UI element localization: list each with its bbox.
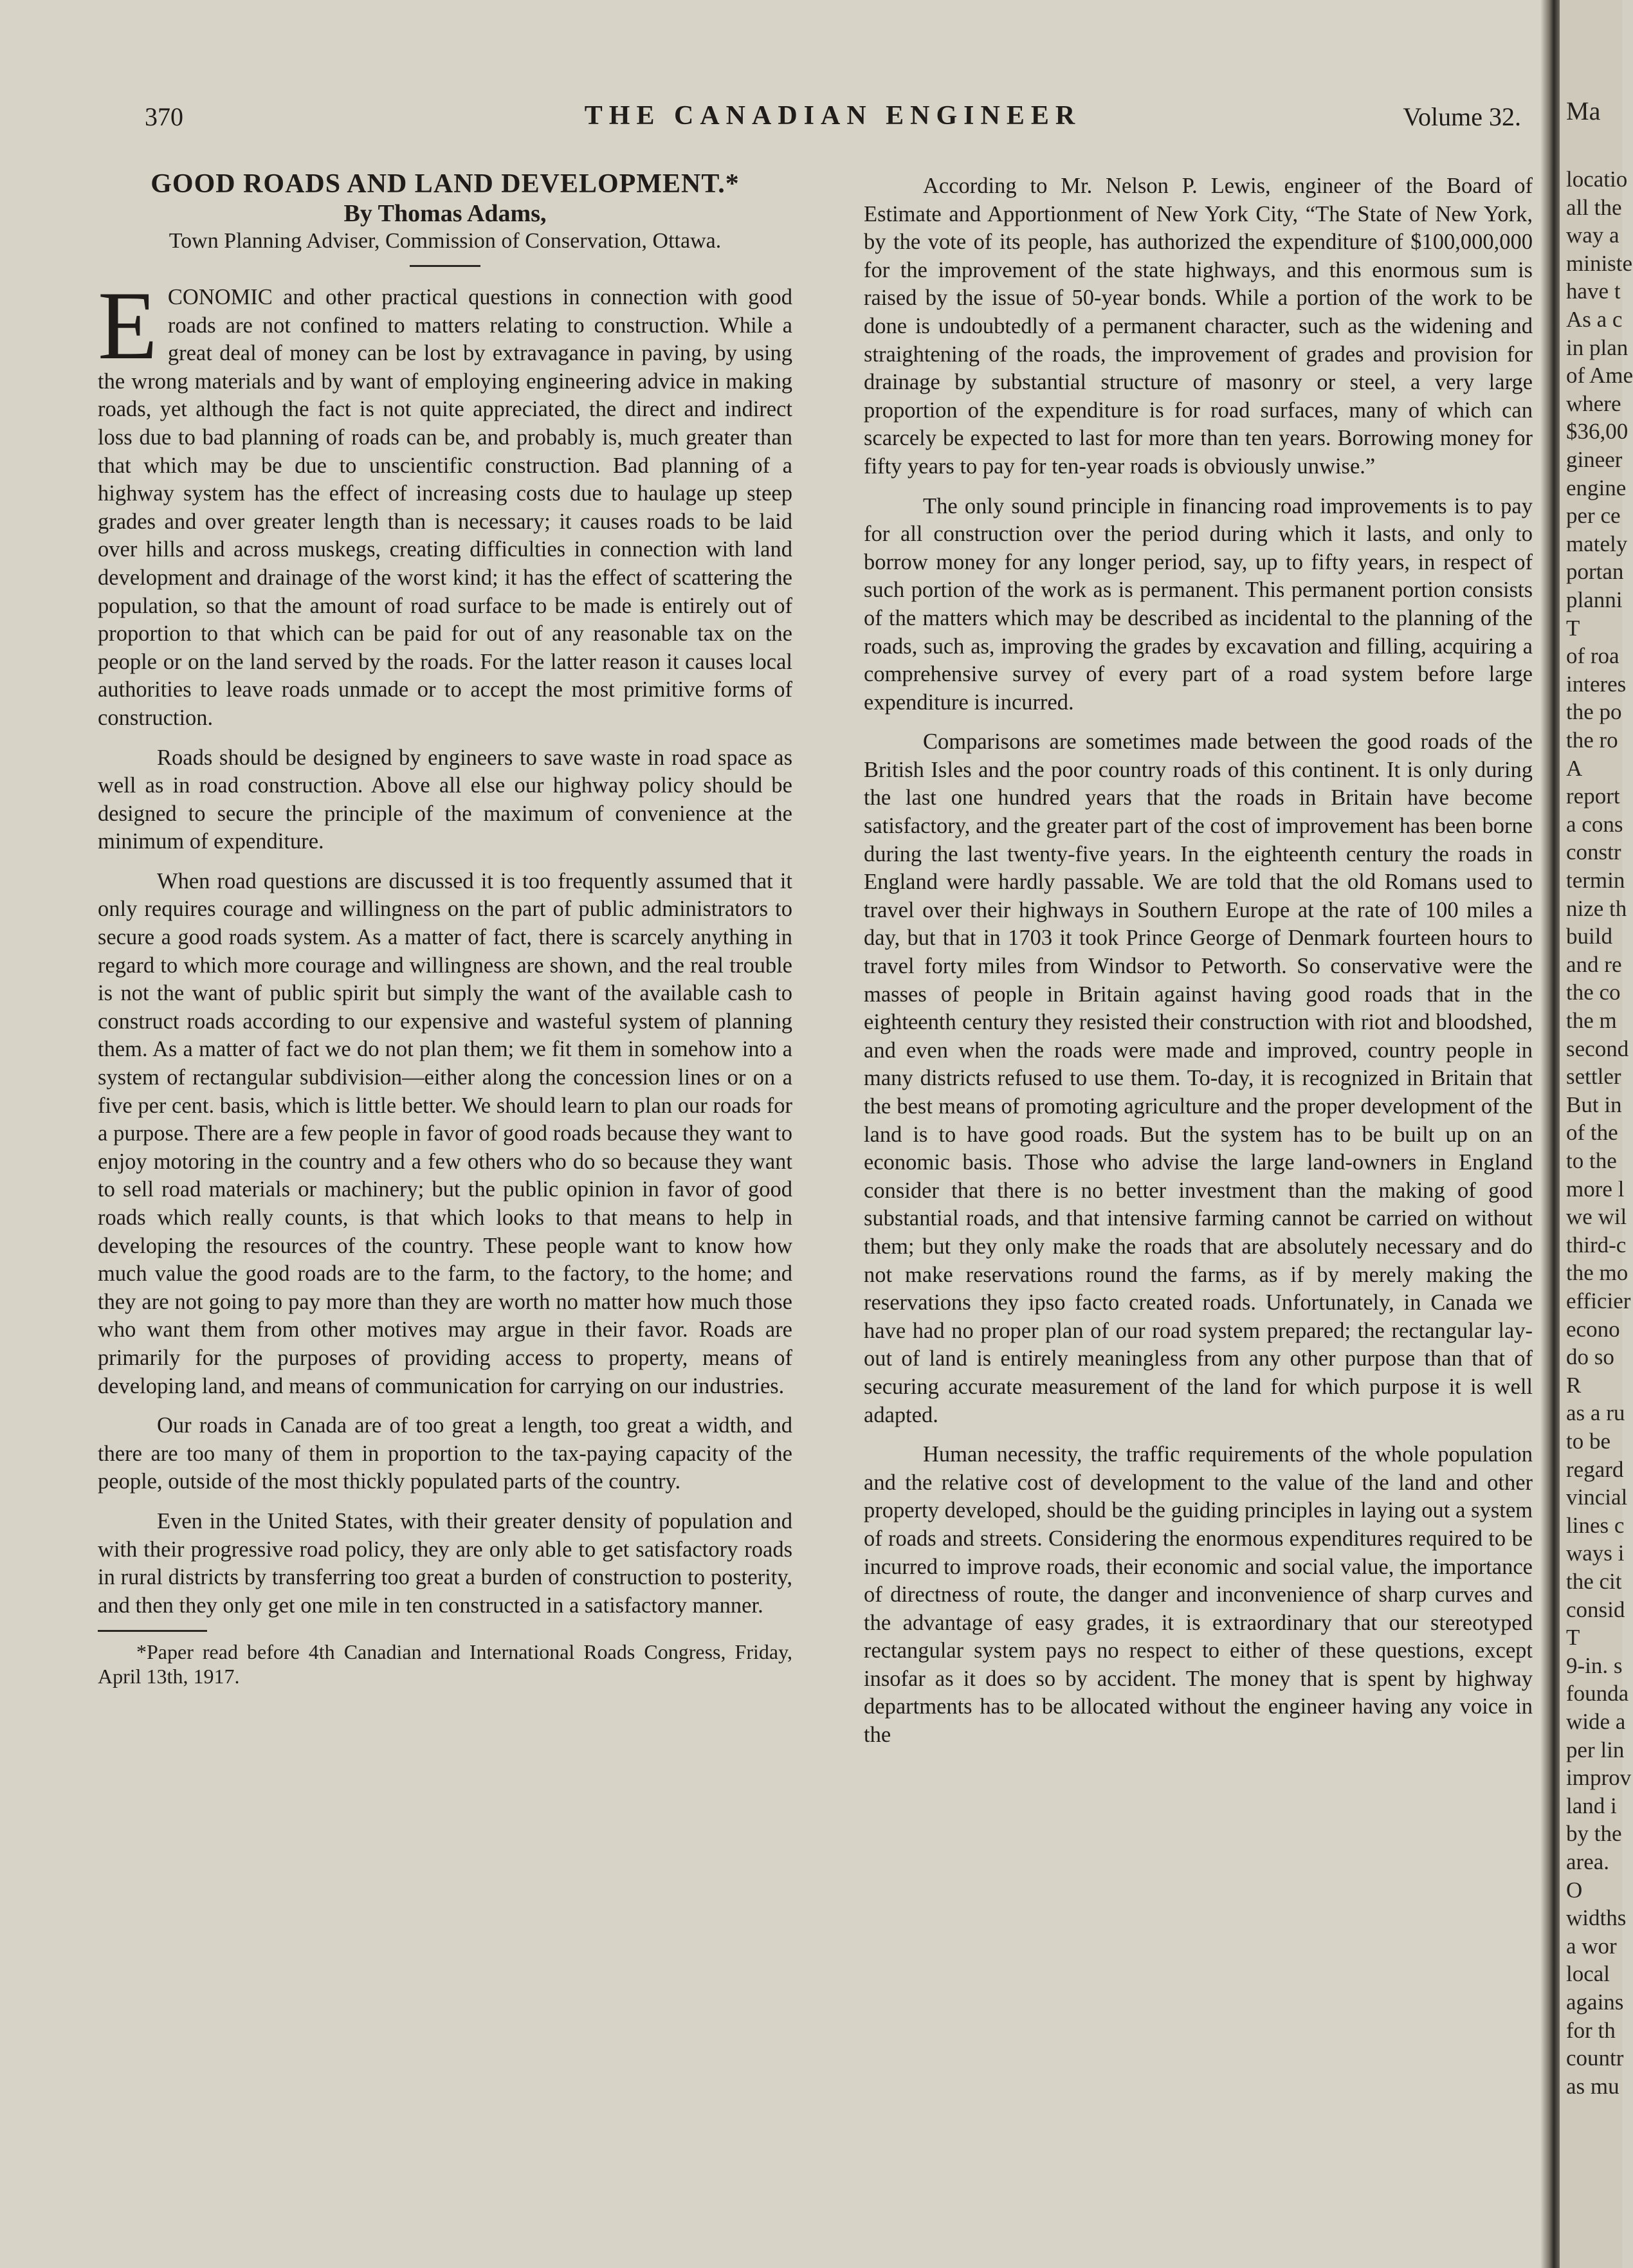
facing-page-line: As a c — [1566, 307, 1623, 332]
footnote-rule — [98, 1630, 207, 1632]
facing-page-line: per ce — [1566, 503, 1621, 528]
facing-page-line: way a — [1566, 223, 1619, 248]
facing-page-line: the cit — [1566, 1569, 1622, 1594]
facing-page-line: a cons — [1566, 812, 1623, 837]
facing-page-line: consid — [1566, 1597, 1625, 1622]
facing-page-line: the mo — [1566, 1260, 1628, 1285]
facing-page-line: and re — [1566, 952, 1622, 977]
paragraph: Our roads in Canada are of too great a length, too great a width, and there are too many of them in proportion to the tax-paying capacity of the people, outside of the most thickly populated parts of the country. — [98, 1413, 792, 1494]
footnote: *Paper read before 4th Canadian and International Roads Congress, Friday, April 13th, 1917. — [98, 1640, 792, 1688]
facing-page-line: we wil — [1566, 1204, 1627, 1229]
volume-label: Volume 32. — [1403, 102, 1521, 131]
facing-page-line: interes — [1566, 672, 1627, 697]
paragraph — [98, 271, 792, 733]
facing-page-line: engine — [1566, 475, 1627, 500]
facing-page-line: a wor — [1566, 1934, 1617, 1959]
facing-page-line: R — [1566, 1373, 1582, 1398]
facing-page-line: third-c — [1566, 1232, 1627, 1257]
article-author: By Thomas Adams, — [343, 200, 547, 227]
facing-page-line: termin — [1566, 868, 1625, 893]
facing-page-line: econo — [1566, 1317, 1620, 1342]
facing-page-line: report — [1566, 783, 1620, 809]
paragraph: Even in the United States, with their greater density of population and with their progressive road policy, they are only able to get satisfactory roads in rural districts by transferring too great a burden of construction to posterity, and then they only get one mile in ten constructed in a satisfactory manner. — [98, 1508, 792, 1618]
facing-page-line: second — [1566, 1036, 1629, 1061]
facing-page-line: as mu — [1566, 2074, 1619, 2099]
facing-page-line: mately — [1566, 531, 1628, 556]
page-number: 370 — [145, 102, 183, 131]
facing-page-line: locatio — [1566, 167, 1628, 192]
facing-page-header: Ma — [1566, 96, 1601, 125]
paragraph: According to Mr. Nelson P. Lewis, engineer of the Board of Estimate and Apportionment of New York City, “The State of New York, by the vote of its people, has authorized the expenditure of $100,000,000 for the improvement of the state highways, and this enormous sum is raised by the issue of 50-year bonds. While a portion of the work to be done is undoubtedly of a permanent character, such as the widening and straightening of the roads, the improvement of grades and provision for drainage by substantial structure of masonry or steel, a very large proportion of the expenditure is for road surfaces, many of which can scarcely be expected to last for more than ten years. Borrowing money for fifty years to pay for ten-year roads is obviously unwise.” — [864, 174, 1533, 479]
facing-page-line: gineer — [1566, 447, 1623, 472]
facing-page-line: 9-in. s — [1566, 1653, 1623, 1678]
article-title: GOOD ROADS AND LAND DEVELOPMENT.* — [151, 169, 740, 199]
facing-page-line: vincial — [1566, 1485, 1628, 1510]
facing-page-line: countr — [1566, 2045, 1624, 2071]
facing-page-line: portan — [1566, 559, 1624, 584]
right-column — [864, 172, 1533, 1750]
facing-page-line: where — [1566, 391, 1621, 416]
facing-page-line: have t — [1566, 279, 1621, 304]
facing-page-line: by the — [1566, 1821, 1622, 1846]
paragraph: Roads should be designed by engineers to save waste in road space as well as in road construction. Above all else our highway policy should be designed to secure the principle of the maximum of convenience at the minimum of expenditure. — [98, 745, 792, 854]
facing-page-line: to the — [1566, 1148, 1617, 1173]
left-column — [98, 169, 792, 1688]
facing-page-line: improv — [1566, 1765, 1632, 1790]
facing-page-line: constr — [1566, 839, 1621, 864]
facing-page-line: the ro — [1566, 727, 1618, 753]
paragraph: Human necessity, the traffic requirements of the whole population and the relative cost of development to the value of the land and other property developed, should be the guiding principles in laying out a system of roads and streets. Considering the enormous expenditures required to be incurred to improve roads, their economic and social value, the importance of directness of route, the danger and inconvenience of sharp curves and the advantage of easy grades, it is extraordinary that our stereotyped rectangular system pays no respect to either of these questions, except insofar as it does so by accident. The money that is spent by highway departments has to be allocated without the engineer having any voice in the — [864, 1442, 1533, 1748]
paragraph: When road questions are discussed it is too frequently assumed that it only requires courage and willingness on the part of public administrators to secure a good roads system. As a matter of fact, there is scarcely anything in regard to which more courage and willingness are shown, and the real trouble is not the want of public spirit but simply the want of the available cash to construct roads according to our expensive and wasteful system of planning them. As a matter of fact we do not plan them; we fit them in somehow into a system of rectangular subdivision—either along the concession lines or on a five per cent. basis, which is little better. We should learn to plan our roads for a purpose. There are a few people in favor of good roads because they want to enjoy motoring in the country and a few others who do so because they want to sell road materials or machinery; but the public opinion in favor of good roads which really counts, is that which looks to that means to help in developing the resources of the country. These people want to know how much value the good roads are to the farm, to the factory, to the home; and they are not going to pay more than they are worth no matter how much those who want them from other motives may argue in their favor. Roads are primarily for the purposes of providing access to property, means of developing land, and means of communication for carrying on our industries. — [98, 868, 792, 1398]
facing-page-line: area. — [1566, 1849, 1610, 1874]
facing-page-line: $36,00 — [1566, 419, 1628, 444]
facing-page-line: nize th — [1566, 896, 1627, 921]
facing-page-line: as a ru — [1566, 1400, 1625, 1425]
author-affiliation: Town Planning Adviser, Commission of Conservation, Ottawa. — [169, 229, 722, 253]
facing-page-line: in plan — [1566, 335, 1628, 360]
facing-page-line: the m — [1566, 1008, 1617, 1033]
binding-gutter — [1540, 0, 1560, 2268]
facing-page-line: all the — [1566, 195, 1622, 220]
facing-page-line: O — [1566, 1878, 1583, 1903]
facing-page-line: widths — [1566, 1905, 1627, 1930]
facing-page-line: do so — [1566, 1344, 1614, 1369]
facing-page-line: build — [1566, 924, 1612, 949]
paragraph: The only sound principle in financing road improvements is to pay for all construction over the period during which it lasts, and only to borrow money for any longer period, say, up to fifty years, in respect of such portion of the work as is permanent. This permanent portion consists of the matters which may be described as incidental to the planning of the roads, such as, improving the grades by excavation and filling, acquiring a comprehensive survey of every part of a road system before large expenditure is incurred. — [864, 493, 1533, 715]
facing-page-line: the co — [1566, 980, 1621, 1005]
drop-cap: E — [98, 271, 158, 380]
facing-page-line: But in — [1566, 1092, 1622, 1117]
facing-page-line: agains — [1566, 1989, 1624, 2015]
facing-page-line: founda — [1566, 1681, 1629, 1706]
facing-page-line: more l — [1566, 1176, 1625, 1202]
facing-page-line: ways i — [1566, 1541, 1625, 1566]
facing-page-line: lines c — [1566, 1513, 1625, 1538]
facing-page-line: per lin — [1566, 1737, 1625, 1762]
facing-page-line: of roa — [1566, 643, 1619, 668]
paragraph: Comparisons are sometimes made between the good roads of the British Isles and the poor country roads of this continent. It is only during the last one hundred years that the roads in Britain have become satisfactory, and the greater part of the cost of improvement has been borne during the last twenty-five years. In the eighteenth century the roads in England were hardly passable. We are told that the old Romans used to travel over their highways in Southern Europe at the rate of 100 miles a day, but that in 1703 it took Prince George of Denmark fourteen hours to travel forty miles from Windsor to Petworth. So conservative were the masses of people in Britain against having good roads that in the eighteenth century they resisted their construction with riot and bloodshed, and even when the roads were made and improved, country people in many districts refused to use them. To-day, it is recognized in Britain that the best means of promoting agriculture and the proper development of the land is to have good roads. But the system has to be built up on an economic basis. Those who advise the large land-owners in England consider that there is no better investment than the making of good substantial roads, and that intensive farming cannot be carried on without them; but they only make the roads that are absolutely necessary and do not make reservations round the farms, as if by merely making the reservations they ipso facto created roads. Unfortunately, in Canada we have had no proper plan of our road system prepared; the rectangular lay-out of land is entirely meaningless from any other purpose than that of securing accurate measurement of the land for which purpose it is well adapted. — [864, 729, 1533, 1427]
facing-page-line: of Ame — [1566, 363, 1633, 388]
facing-page-fragment — [1560, 0, 1633, 2268]
facing-page-line: to be — [1566, 1429, 1611, 1454]
facing-page-line: wide a — [1566, 1709, 1626, 1734]
facing-page-line: the po — [1566, 699, 1622, 724]
facing-page-line: efficier — [1566, 1288, 1631, 1313]
facing-page-line: planni — [1566, 587, 1623, 612]
facing-page-line: of the — [1566, 1120, 1618, 1145]
facing-page-line: T — [1566, 1625, 1580, 1650]
paragraph-text: CONOMIC and other practical questions in connection with good roads are not confined to matters relating to construction. While a great deal of money can be lost by extravagance in paving, by using the wrong materials and by want of employing engineering advice in making roads, yet although the fact is not quite appreciated, the direct and indirect loss due to bad planning of roads can be, and probably is, much greater than that which may be due to unscientific construction. Bad planning of a highway system has the effect of increasing costs due to haulage up steep grades and over greater length than is necessary; it causes roads to be laid over hills and across muskegs, creating difficulties in connection with land development and drainage of the worst kind; it has the effect of scattering the population, so that the amount of road surface to be made is entirely out of proportion to that which can be paid for out of any reasonable tax on the people or on the land served by the roads. For the latter reason it causes local authorities to leave roads unmade or to accept the most primitive forms of construction. — [98, 285, 792, 730]
facing-page-line: T — [1566, 616, 1580, 641]
facing-page-line: local — [1566, 1961, 1610, 1986]
title-rule — [410, 265, 480, 267]
facing-page-line: for th — [1566, 2018, 1616, 2043]
journal-title: THE CANADIAN ENGINEER — [584, 101, 1082, 131]
facing-page-line: land i — [1566, 1793, 1617, 1818]
facing-page-line: regard — [1566, 1457, 1624, 1482]
running-header — [145, 98, 1521, 136]
facing-page-line: A — [1566, 756, 1583, 781]
facing-page-line: settler — [1566, 1064, 1621, 1089]
facing-page-line: ministe — [1566, 251, 1633, 276]
